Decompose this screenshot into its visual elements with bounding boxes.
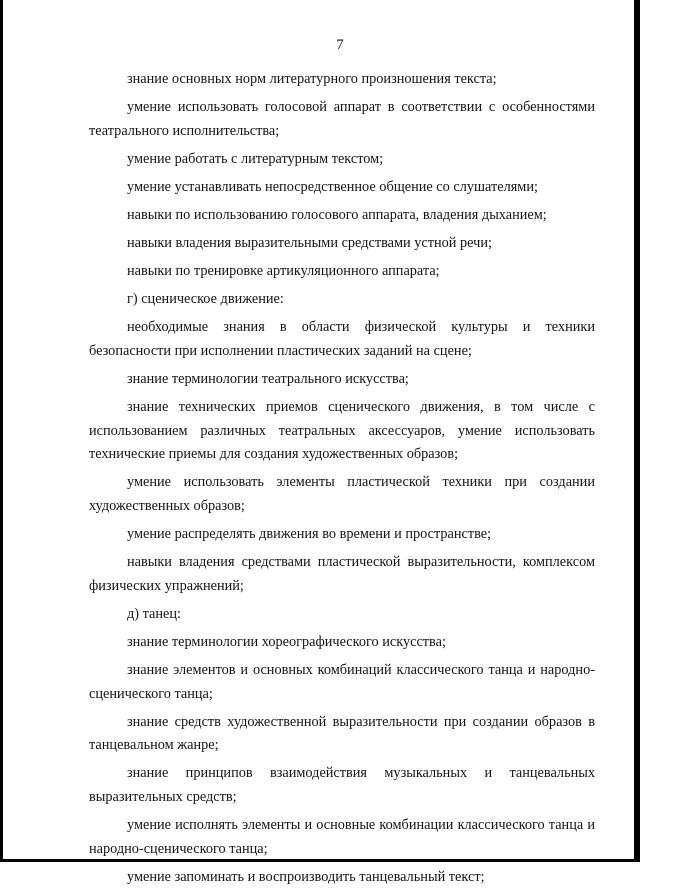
scan-border-right <box>634 0 640 862</box>
section-heading: г) сценическое движение: <box>127 291 284 308</box>
page-number: 7 <box>336 37 344 53</box>
paragraph: необходимые знания в области физической культуры и техники безопасности при исполнении пластических заданий на сцене; <box>89 319 595 359</box>
paragraph: умение использовать голосовой аппарат в соответствии с особенностями театрального исполнительства; <box>89 99 595 139</box>
paragraph: умение работать с литературным текстом; <box>127 150 384 167</box>
paragraph: навыки по тренировке артикуляционного аппарата; <box>127 263 440 280</box>
paragraph: знание принципов взаимодействия музыкальных и танцевальных выразительных средств; <box>89 765 595 806</box>
paragraph: знание терминологии хореографического искусства; <box>127 633 446 650</box>
scan-border-left <box>0 0 3 862</box>
paragraph: умение использовать элементы пластической техники при создании художественных образов; <box>89 474 595 514</box>
paragraph: знание технических приемов сценического движения, в том числе с использованием различных театральных аксессуаров, умение использовать технические приемы для создания художественных образов; <box>89 399 595 463</box>
paragraph: навыки по использованию голосового аппарата, владения дыханием; <box>127 206 547 223</box>
paragraph: знание средств художественной выразительности при создании образов в танцевальном жанре; <box>89 713 595 754</box>
body-text <box>89 68 595 894</box>
paragraph: навыки владения выразительными средствами устной речи; <box>127 235 492 252</box>
paragraph: навыки владения средствами пластической выразительности, комплексом физических упражнений; <box>89 554 595 594</box>
paragraph: умение распределять движения во времени и пространстве; <box>127 526 492 543</box>
paragraph: умение исполнять элементы и основные комбинации классического танца и народно-сценического танца; <box>89 817 595 857</box>
section-heading: д) танец: <box>127 605 181 622</box>
paragraph: знание элементов и основных комбинаций классического танца и народно-сценического танца; <box>89 662 595 702</box>
paragraph: знание основных норм литературного произношения текста; <box>127 71 497 87</box>
paragraph: умение запоминать и воспроизводить танцевальный текст; <box>127 868 485 885</box>
paragraph: умение устанавливать непосредственное общение со слушателями; <box>127 178 538 195</box>
paragraph: знание терминологии театрального искусства; <box>127 371 409 388</box>
